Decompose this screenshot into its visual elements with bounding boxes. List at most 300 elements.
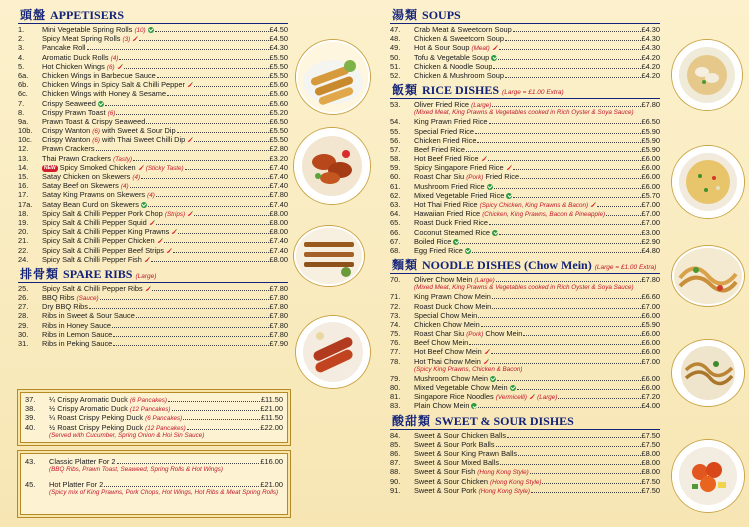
item-name-group xyxy=(42,284,151,293)
item-price: £2.80 xyxy=(269,144,288,154)
spare-ribs-title: SPARE RIBS xyxy=(63,266,133,281)
item-name-group xyxy=(414,117,488,126)
item-price: £8.00 xyxy=(269,254,288,264)
item-price: £6.00 xyxy=(641,163,660,173)
vegetarian-icon xyxy=(491,55,497,61)
item-name: Chicken & Noodle Soup xyxy=(414,61,493,71)
item-price: £6.00 xyxy=(641,310,660,320)
item-name-group xyxy=(42,200,147,209)
item-number: 4. xyxy=(18,52,25,62)
item-number: 57. xyxy=(390,144,401,154)
item-number: 31. xyxy=(18,339,29,348)
item-name-group xyxy=(42,43,86,52)
item-name-group xyxy=(414,431,506,440)
soups-chinese: 湯類 xyxy=(392,8,419,22)
menu-item xyxy=(18,163,288,172)
item-name-group xyxy=(414,383,516,392)
item-price: £4.30 xyxy=(641,43,660,53)
item-name-group xyxy=(42,99,104,108)
item-note: (Hong Kong Style) xyxy=(490,478,542,486)
item-name: Roast Char Siu xyxy=(414,172,465,182)
menu-item xyxy=(18,227,288,236)
menu-item xyxy=(390,246,660,255)
item-price: £6.00 xyxy=(641,383,660,392)
item-name: King Prawn Chow Mein xyxy=(414,292,491,302)
item-price: £7.00 xyxy=(641,218,660,228)
dot-leader xyxy=(507,437,640,438)
item-note: (6) xyxy=(107,109,116,117)
item-price: £2.90 xyxy=(641,236,660,246)
item-name: Boiled Rice xyxy=(414,236,452,246)
menu-item xyxy=(390,163,660,172)
rice-heading xyxy=(390,83,660,99)
item-name: Crispy Prawn Toast xyxy=(42,107,106,117)
item-price: £6.60 xyxy=(641,292,660,302)
item-name-group xyxy=(42,321,111,330)
dot-leader xyxy=(168,401,260,402)
item-name-group xyxy=(42,80,193,89)
noodles-chinese: 麵類 xyxy=(392,258,419,273)
dot-leader xyxy=(475,133,641,134)
item-name: Oliver Fried Rice xyxy=(414,100,470,110)
dot-leader xyxy=(499,234,641,235)
item-name: Dry BBQ Ribs xyxy=(42,302,88,312)
chili-icon xyxy=(492,45,498,51)
dot-leader xyxy=(499,49,641,50)
item-price: £5.50 xyxy=(269,126,288,136)
item-price: £5.70 xyxy=(641,190,660,200)
item-number: 66. xyxy=(390,227,401,237)
menu-item xyxy=(390,347,660,356)
item-price: £5.90 xyxy=(641,126,660,136)
dot-leader xyxy=(177,132,269,133)
item-number: 49. xyxy=(390,43,401,53)
dot-leader xyxy=(496,446,641,447)
menu-item xyxy=(390,191,660,200)
item-price: £6.00 xyxy=(641,172,660,182)
dot-leader xyxy=(489,123,641,124)
menu-item xyxy=(18,43,288,52)
dot-leader xyxy=(518,455,640,456)
vegetarian-icon xyxy=(506,193,512,199)
item-name: Ribs in Peking Sauce xyxy=(42,339,113,348)
vegetarian-icon xyxy=(453,239,459,245)
item-note: (4) xyxy=(110,54,119,62)
menu-item xyxy=(18,80,288,89)
item-name: Spicy Salt & Chilli Pepper Pork Chop xyxy=(42,208,163,218)
menu-item xyxy=(390,292,660,301)
item-price: £6.00 xyxy=(641,329,660,339)
item-price: £21.00 xyxy=(260,404,283,414)
menu-item xyxy=(18,172,288,181)
item-name: Thai Prawn Crackers xyxy=(42,153,111,163)
item-note-extra: (Large) xyxy=(537,394,558,402)
item-name: Satay Beef on Skewers xyxy=(42,181,119,191)
menu-item xyxy=(18,62,288,71)
noodles-heading xyxy=(390,258,660,274)
menu-item xyxy=(18,99,288,108)
menu-item xyxy=(390,467,660,476)
vegetarian-icon xyxy=(510,385,516,391)
item-name-group xyxy=(414,163,512,172)
dot-leader xyxy=(173,252,269,253)
item-name: Pancake Roll xyxy=(42,43,86,53)
dot-leader xyxy=(478,317,640,318)
item-name: Egg Fried Rice xyxy=(414,245,463,255)
item-price: £7.40 xyxy=(269,181,288,191)
menu-item xyxy=(18,293,288,302)
item-name-cont: with Sweet & Sour Dip xyxy=(102,126,176,136)
item-name-group xyxy=(414,347,490,356)
item-name: Plain Chow Mein xyxy=(414,401,470,411)
item-price: £7.80 xyxy=(641,100,660,110)
chili-icon xyxy=(187,82,193,88)
menu-item xyxy=(18,117,288,126)
item-name-group xyxy=(414,401,477,410)
item-number: 48. xyxy=(390,34,401,44)
item-number: 7. xyxy=(18,98,25,108)
item-name-group xyxy=(414,218,488,227)
menu-item xyxy=(390,329,660,338)
menu-item xyxy=(18,321,288,330)
item-note: (4) xyxy=(120,183,129,191)
item-note: (Pork) xyxy=(466,174,484,182)
item-price: £7.00 xyxy=(641,301,660,311)
dot-leader xyxy=(89,308,269,309)
item-number: 59. xyxy=(390,163,401,173)
item-number: 71. xyxy=(390,292,401,302)
dot-leader xyxy=(489,224,641,225)
item-number: 84. xyxy=(390,430,401,440)
menu-item xyxy=(18,154,288,163)
item-number: 27. xyxy=(18,302,29,312)
chicken-wings-photo xyxy=(294,128,370,204)
dot-leader xyxy=(492,106,640,107)
item-number: 65. xyxy=(390,218,401,228)
item-name: Oliver Chow Mein xyxy=(414,275,473,285)
item-name: Special Chow Mein xyxy=(414,310,478,320)
duck-box xyxy=(20,392,288,443)
item-number: 3. xyxy=(18,43,25,53)
item-name-group xyxy=(414,25,512,34)
item-name-group xyxy=(49,480,103,489)
menu-item xyxy=(390,320,660,329)
item-name: ½ Crispy Aromatic Duck xyxy=(49,404,128,414)
dot-leader xyxy=(155,31,269,32)
dot-leader xyxy=(531,492,641,493)
menu-item xyxy=(18,89,288,98)
dot-leader xyxy=(517,389,641,390)
item-name: Roast Duck Fried Rice xyxy=(414,218,488,228)
item-price: £6.00 xyxy=(641,347,660,357)
item-number: 77. xyxy=(390,347,401,357)
item-note: (4) xyxy=(132,174,141,181)
item-price: £3.20 xyxy=(269,153,288,163)
sweet-sour-photo xyxy=(672,440,744,512)
item-note: (Pork) xyxy=(466,331,484,339)
dot-leader xyxy=(513,169,641,170)
item-name: ½ Roast Crispy Peking Duck xyxy=(49,422,144,432)
menu-item xyxy=(390,392,660,401)
item-name: Crispy Wanton xyxy=(42,135,91,145)
item-price: £4.20 xyxy=(641,70,660,80)
item-note: (6) xyxy=(92,137,100,145)
item-number: 60. xyxy=(390,172,401,182)
dot-leader xyxy=(491,353,641,354)
menu-item xyxy=(390,154,660,163)
item-note: (Chicken, King Prawns, Bacon & Pineapple) xyxy=(482,211,606,219)
item-number: 86. xyxy=(390,448,401,458)
item-number: 22. xyxy=(18,245,29,255)
item-price: £7.80 xyxy=(269,329,288,339)
vegetarian-icon xyxy=(98,101,104,107)
menu-item xyxy=(25,404,283,413)
item-number: 85. xyxy=(390,439,401,449)
item-description: (Spicy King Prawns, Chicken & Bacon) xyxy=(414,365,523,373)
dot-leader xyxy=(157,77,269,78)
menu-item xyxy=(18,144,288,153)
menu-item xyxy=(390,182,660,191)
item-price: £4.80 xyxy=(641,245,660,255)
item-number: 9a. xyxy=(18,116,29,126)
dot-leader xyxy=(167,95,268,96)
dot-leader xyxy=(496,281,641,282)
item-name-group xyxy=(42,117,145,126)
item-note-extra: (Sticky Taste) xyxy=(145,164,184,172)
item-name-group xyxy=(42,89,166,98)
item-name-group xyxy=(414,53,497,62)
item-name: Hot Chicken Wings xyxy=(42,61,105,71)
item-name: ¼ Roast Crispy Peking Duck xyxy=(49,413,144,423)
item-number: 53. xyxy=(390,100,401,110)
item-number: 39. xyxy=(25,413,36,423)
item-price: £8.00 xyxy=(641,458,660,468)
item-name: Prawn Toast & Crispy Seaweed xyxy=(42,116,146,126)
item-price: £4.50 xyxy=(269,34,288,44)
item-name-group xyxy=(414,338,468,347)
item-name: Sweet & Sour Pork xyxy=(414,485,477,495)
item-price: £22.00 xyxy=(260,422,283,432)
dot-leader xyxy=(172,410,260,411)
item-price: £8.00 xyxy=(641,467,660,477)
menu-item xyxy=(390,237,660,246)
vegetarian-icon xyxy=(141,202,147,208)
menu-item xyxy=(390,477,660,486)
rice-chinese: 飯類 xyxy=(392,83,419,98)
noodles-note: (Large = £1.00 Extra) xyxy=(594,264,657,272)
vegetarian-icon xyxy=(471,403,477,409)
item-number: 38. xyxy=(25,404,36,414)
dot-leader xyxy=(513,197,640,198)
item-price: £7.40 xyxy=(269,199,288,209)
item-note: (Large) xyxy=(474,277,495,285)
item-name: Hot Thai Fried Rice xyxy=(414,200,478,209)
menu-item xyxy=(390,200,660,209)
item-name-cont: with Thai Sweet Chilli Dip xyxy=(102,135,186,145)
item-price: £7.80 xyxy=(269,293,288,303)
menu-item xyxy=(18,108,288,117)
item-name-group xyxy=(42,227,177,236)
item-name: ¼ Crispy Aromatic Duck xyxy=(49,395,128,404)
item-name-group xyxy=(414,374,496,383)
item-name: Sweet & Sour Mixed Balls xyxy=(414,458,500,468)
menu-item xyxy=(18,218,288,227)
item-name: Chicken Wings with Honey & Sesame xyxy=(42,89,167,99)
dot-leader xyxy=(104,486,259,487)
dot-leader xyxy=(520,178,640,179)
item-name-group xyxy=(42,236,163,245)
item-name-group xyxy=(414,34,504,43)
item-number: 61. xyxy=(390,181,401,191)
menu-item xyxy=(390,209,660,218)
chili-icon xyxy=(144,257,150,263)
item-name: BBQ Ribs xyxy=(42,293,75,303)
dot-leader xyxy=(187,429,260,430)
item-number: 67. xyxy=(390,236,401,246)
chili-icon xyxy=(483,359,489,365)
item-name: Chicken Fried Rice xyxy=(414,135,477,145)
vegetarian-icon xyxy=(490,376,496,382)
item-number: 2. xyxy=(18,34,25,44)
dot-leader xyxy=(493,68,640,69)
item-name-group xyxy=(49,457,116,466)
dot-leader xyxy=(136,317,269,318)
menu-item xyxy=(25,413,283,422)
item-name: Prawn Crackers xyxy=(42,144,95,154)
dot-leader xyxy=(472,252,641,253)
item-name-group xyxy=(414,302,491,311)
item-price: £6.00 xyxy=(641,154,660,164)
dot-leader xyxy=(513,31,641,32)
item-note: (6 Pancakes) xyxy=(129,397,168,404)
item-price: £7.80 xyxy=(269,302,288,312)
dot-leader xyxy=(112,327,268,328)
soups-heading xyxy=(390,8,660,24)
item-name: Aromatic Duck Rolls xyxy=(42,52,109,62)
menu-item xyxy=(390,228,660,237)
item-note: (4) xyxy=(147,192,155,200)
item-description: (Mixed Meat, King Prawns & Vegetables cooked in Rich Oyster & Soya Sauce) xyxy=(414,109,634,117)
item-price: £11.50 xyxy=(260,395,283,404)
item-price: £7.40 xyxy=(269,172,288,181)
item-name-group xyxy=(414,311,477,320)
menu-item xyxy=(18,126,288,135)
item-name: Hawaiian Fried Rice xyxy=(414,209,481,219)
item-price: £4.50 xyxy=(269,25,288,34)
item-price: £8.00 xyxy=(269,217,288,227)
item-name: King Prawn Fried Rice xyxy=(414,117,488,127)
item-number: 6c. xyxy=(18,89,28,99)
sweet-sour-heading xyxy=(390,414,660,430)
soups-list xyxy=(390,25,660,80)
menu-item xyxy=(18,135,288,144)
item-price: £6.50 xyxy=(269,116,288,126)
item-note: (Hong Kong Style) xyxy=(477,469,529,477)
item-name: Spicy Salt & Chilli Pepper King Prawns xyxy=(42,227,170,237)
rice-note: (Large = £1.00 Extra) xyxy=(502,89,564,97)
item-price: £5.60 xyxy=(269,89,288,99)
spare-ribs-heading xyxy=(18,267,288,283)
ribs-photo xyxy=(296,316,370,388)
menu-item xyxy=(390,127,660,136)
item-name: Beef Fried Rice xyxy=(414,144,465,154)
item-number: 73. xyxy=(390,310,401,320)
dot-leader xyxy=(492,308,640,309)
item-price: £7.80 xyxy=(269,190,288,200)
item-price: £7.80 xyxy=(269,320,288,330)
item-price: £7.40 xyxy=(269,236,288,246)
item-name: Satay King Prawns on Skewers xyxy=(42,190,146,200)
item-name-group xyxy=(414,71,504,80)
item-note: (Meat) xyxy=(471,45,490,53)
item-price: £7.50 xyxy=(641,485,660,495)
dot-leader xyxy=(116,114,268,115)
item-name: Chicken Wings in Barbecue Sauce xyxy=(42,70,156,80)
item-number: 13. xyxy=(18,153,29,163)
item-name-group xyxy=(414,182,493,191)
menu-item xyxy=(18,53,288,62)
item-number: 88. xyxy=(390,467,401,477)
dot-leader xyxy=(117,463,260,464)
item-name-group xyxy=(414,154,487,163)
item-number: 68. xyxy=(390,245,401,255)
item-note: (Spicy Chicken, King Prawns & Bacon) xyxy=(479,202,589,209)
menu-item xyxy=(390,172,660,181)
item-name-group xyxy=(414,486,530,496)
dot-leader xyxy=(146,123,268,124)
dot-leader xyxy=(96,150,269,151)
item-price: £4.30 xyxy=(641,34,660,44)
item-number: 12. xyxy=(18,144,29,154)
item-number: 55. xyxy=(390,126,401,136)
wonton-soup-photo xyxy=(672,40,742,110)
item-name-group xyxy=(42,255,150,264)
item-number: 26. xyxy=(18,293,29,303)
item-number: 14. xyxy=(18,162,29,172)
item-name: Spicy Salt & Chilli Pepper Squid xyxy=(42,217,147,227)
item-price: £4.00 xyxy=(641,401,660,411)
item-price: £7.00 xyxy=(641,356,660,366)
dot-leader xyxy=(498,59,640,60)
spring-rolls-photo xyxy=(296,40,370,114)
item-number: 10b. xyxy=(18,126,33,136)
item-number: 6b. xyxy=(18,80,29,90)
dot-leader xyxy=(100,299,269,300)
dot-leader xyxy=(500,464,640,465)
item-note: (Large) xyxy=(471,102,492,110)
item-name-group xyxy=(414,145,465,154)
chow-mein-photo xyxy=(672,340,744,406)
item-price: £11.50 xyxy=(260,413,283,423)
item-name: Spicy Salt & Chilli Pepper Fish xyxy=(42,254,142,264)
menu-item xyxy=(18,246,288,255)
vegetarian-icon xyxy=(492,230,498,236)
item-name: Spicy Salt & Chilli Pepper Beef Strips xyxy=(42,245,164,255)
item-description: (Mixed Meat, King Prawns & Vegetables cooked in Rich Oyster & Soya Sauce) xyxy=(414,284,634,292)
dot-leader xyxy=(119,59,268,60)
menu-item xyxy=(18,25,288,34)
item-number: 83. xyxy=(390,401,401,411)
item-number: 62. xyxy=(390,190,401,200)
item-name-group xyxy=(414,237,459,246)
item-price: £4.30 xyxy=(641,25,660,34)
item-number: 56. xyxy=(390,135,401,145)
dot-leader xyxy=(558,398,640,399)
item-number: 21. xyxy=(18,236,29,246)
item-number: 10c. xyxy=(18,135,32,145)
item-number: 79. xyxy=(390,373,401,383)
item-price: £5.90 xyxy=(641,135,660,145)
